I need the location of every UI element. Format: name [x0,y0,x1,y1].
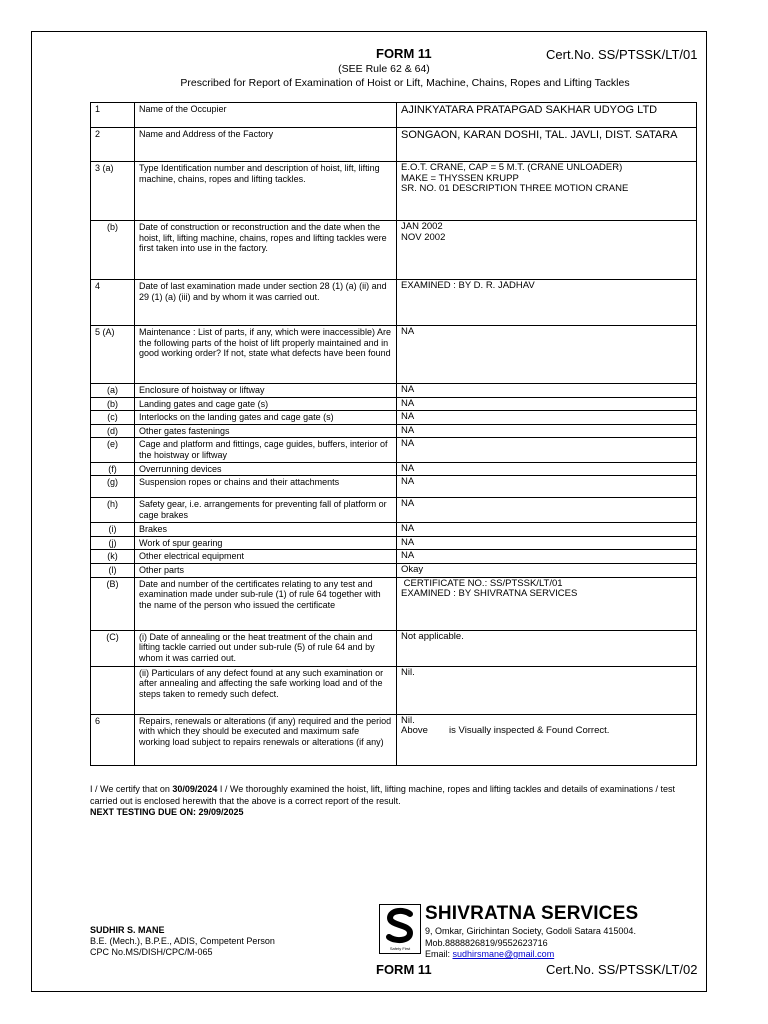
row-number: (h) [91,498,135,523]
examination-table [90,102,697,766]
row-value: Not applicable. [397,630,697,666]
table-row [91,462,697,476]
row-value: NA [397,411,697,425]
row-label: Maintenance : List of parts, if any, which were inaccessible) Are the following parts of the hoist of lift properly maintained and in good working order? If not, state what defects have been found [135,326,397,384]
row-number: 5 (A) [91,326,135,384]
table-row [91,714,697,765]
row-value: Okay [397,563,697,577]
row-label: Other electrical equipment [135,550,397,564]
row-value: NA [397,462,697,476]
table-row [91,397,697,411]
row-label: (ii) Particulars of any defect found at any such examination or after annealing and affecting the safe working load and of the steps taken to remedy such defect. [135,666,397,714]
row-label: Other gates fastenings [135,424,397,438]
row-label: Safety gear, i.e. arrangements for preventing fall of platform or cage brakes [135,498,397,523]
row-value-line: EXAMINED : BY SHIVRATNA SERVICES [401,588,578,600]
row-label: Date of last examination made under section 28 (1) (a) (ii) and 29 (1) (a) (iii) and by whom it was carried out. [135,280,397,326]
logo-caption: Safety First [389,946,411,951]
row-number [91,666,135,714]
company-email-link[interactable]: sudhirsmane@gmail.com [452,949,555,959]
signatory-cpc: CPC No.MS/DISH/CPC/M-065 [90,947,213,957]
row-number: (j) [91,536,135,550]
row-value-line: NOV 2002 [401,231,446,243]
row-value-line: Above is Visually inspected & Found Correct. [401,725,610,737]
row-number: (i) [91,523,135,537]
row-number: (B) [91,577,135,630]
row-value: NA [397,384,697,398]
row-value: NA [397,438,697,462]
company-address: 9, Omkar, Girichintan Society, Godoli Satara 415004. [425,926,636,936]
row-label: Other parts [135,563,397,577]
row-label: Type Identification number and description of hoist, lift, lifting machine, chains, ropes and lifting tackles. [135,162,397,221]
row-number: (k) [91,550,135,564]
row-number: 1 [91,103,135,128]
row-value-line: JAN 2002 [401,221,443,232]
row-label: Name and Address of the Factory [135,128,397,162]
certification-prefix: I / We certify that on [90,784,173,794]
row-value: NA [397,523,697,537]
rule-reference: (SEE Rule 62 & 64) [338,63,430,75]
table-row [91,221,697,280]
row-label: Date and number of the certificates relating to any test and examination made under sub-rule (1) of rule 64 together with the name of the person who issued the certificate [135,577,397,630]
row-number: 6 [91,714,135,765]
table-row [91,128,697,162]
row-label: Cage and platform and fittings, cage guides, buffers, interior of the hoistway or liftway [135,438,397,462]
row-value-line: E.O.T. CRANE, CAP = 5 M.T. (CRANE UNLOADER) [401,162,623,173]
table-row [91,536,697,550]
row-value [397,162,697,221]
signatory-block [90,925,275,958]
row-label: Interlocks on the landing gates and cage gate (s) [135,411,397,425]
row-number: (c) [91,411,135,425]
table-row [91,424,697,438]
table-row [91,563,697,577]
row-value: NA [397,326,697,384]
row-value-line: CERTIFICATE NO.: SS/PTSSK/LT/01 [401,577,563,589]
table-row [91,438,697,462]
next-testing-date: NEXT TESTING DUE ON: 29/09/2025 [90,807,244,817]
signatory-name: SUDHIR S. MANE [90,925,165,935]
cert-number: Cert.No. SS/PTSSK/LT/01 [546,47,698,62]
row-value: NA [397,498,697,523]
footer-cert-number: Cert.No. SS/PTSSK/LT/02 [546,962,698,977]
row-number: 2 [91,128,135,162]
row-number: (C) [91,630,135,666]
row-label: Landing gates and cage gate (s) [135,397,397,411]
row-number: (g) [91,476,135,498]
row-value: NA [397,424,697,438]
row-label: Repairs, renewals or alterations (if any) required and the period with which they should be executed and maximum safe working load subject to repairs renewals or alterations (if any) [135,714,397,765]
row-value-line: MAKE = THYSSEN KRUPP [401,172,519,184]
row-label: Overrunning devices [135,462,397,476]
row-value: NA [397,550,697,564]
table-row [91,103,697,128]
certification-suffix: I / We thoroughly examined the hoist, lift, lifting machine, ropes and lifting tackles and details of examinations / test carried out is enclosed herewith that the above is a correct report of the result. [90,784,675,806]
row-value: NA [397,397,697,411]
row-number: (d) [91,424,135,438]
row-value-line: Nil. [401,714,415,726]
signatory-qualification: B.E. (Mech.), B.P.E., ADIS, Competent Person [90,936,275,946]
row-number: 3 (a) [91,162,135,221]
row-number: (e) [91,438,135,462]
row-label: Brakes [135,523,397,537]
company-logo [379,904,421,954]
table-row [91,280,697,326]
table-row [91,666,697,714]
row-value [397,577,697,630]
footer-form-title: FORM 11 [376,962,432,977]
row-label: Enclosure of hoistway or liftway [135,384,397,398]
table-row [91,162,697,221]
row-value: Nil. [397,666,697,714]
row-number: (l) [91,563,135,577]
certification-date: 30/09/2024 [172,784,218,794]
company-email-label: Email: [425,949,453,959]
row-value: EXAMINED : BY D. R. JADHAV [397,280,697,326]
row-label: Name of the Occupier [135,103,397,128]
table-row [91,326,697,384]
row-label: (i) Date of annealing or the heat treatment of the chain and lifting tackle carried out under sub-rule (5) of rule 64 and by whom it was carried out. [135,630,397,666]
certification-statement [90,784,700,819]
row-value [397,714,697,765]
row-value-line: SR. NO. 01 DESCRIPTION THREE MOTION CRANE [401,183,629,195]
row-label: Work of spur gearing [135,536,397,550]
company-mobile: Mob.8888826819/9552623716 [425,937,548,948]
row-number: (b) [91,397,135,411]
row-value: SONGAON, KARAN DOSHI, TAL. JAVLI, DIST. SATARA [397,128,697,162]
row-number: (a) [91,384,135,398]
row-value [397,221,697,280]
table-row [91,498,697,523]
company-address-block [425,926,636,961]
table-row [91,384,697,398]
table-row [91,577,697,630]
row-number: 4 [91,280,135,326]
table-row [91,411,697,425]
table-row [91,550,697,564]
table-row [91,523,697,537]
table-row [91,476,697,498]
row-value: AJINKYATARA PRATAPGAD SAKHAR UDYOG LTD [397,103,697,128]
row-number: (f) [91,462,135,476]
row-label: Suspension ropes or chains and their attachments [135,476,397,498]
company-name: SHIVRATNA SERVICES [425,903,639,924]
form-title: FORM 11 [376,46,432,61]
prescribed-title: Prescribed for Report of Examination of Hoist or Lift, Machine, Chains, Ropes and Lifting Tackles [180,77,630,89]
row-value: NA [397,476,697,498]
row-label: Date of construction or reconstruction and the date when the hoist, lift, lifting machine, chains, ropes and lifting tackles were first taken into use in the factory. [135,221,397,280]
row-value: NA [397,536,697,550]
table-row [91,630,697,666]
row-number: (b) [91,221,135,280]
